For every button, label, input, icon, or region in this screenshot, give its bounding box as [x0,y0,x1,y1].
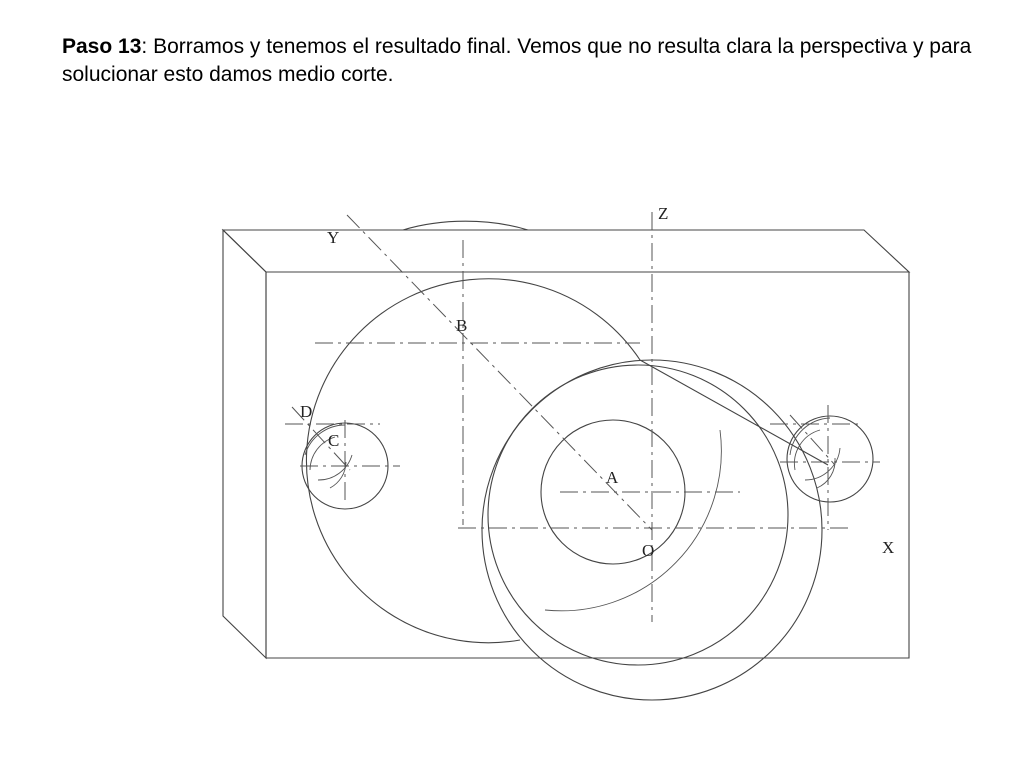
block-outline [223,230,909,658]
label-o: O [642,541,655,560]
block-side-face [223,230,266,658]
label-z: Z [658,204,669,223]
caption-text: Borramos y tenemos el resultado final. Vemos que no resulta clara la perspectiva y para solucionar esto damos medio corte. [62,35,972,86]
step-label: Paso 13 [62,35,142,58]
point-labels [300,204,894,560]
label-c: C [328,431,340,450]
step-separator: : [141,35,148,58]
label-a: A [606,468,619,487]
block-top-face [223,230,909,272]
label-y: Y [327,228,340,247]
label-d: D [300,402,313,421]
top-boss-arc [403,221,528,230]
inner-ring-arc [545,430,721,611]
construction-lines [285,212,880,622]
right-hole [787,416,873,502]
right-hole-arc-2 [794,430,820,470]
label-b: B [456,316,468,335]
tangent-line [640,360,828,465]
rear-cylinder-arc [306,279,640,643]
left-hole-arc-3 [318,455,352,480]
right-hole-circle [787,416,873,502]
label-x: X [882,538,895,557]
rear-cylinder [306,279,828,643]
